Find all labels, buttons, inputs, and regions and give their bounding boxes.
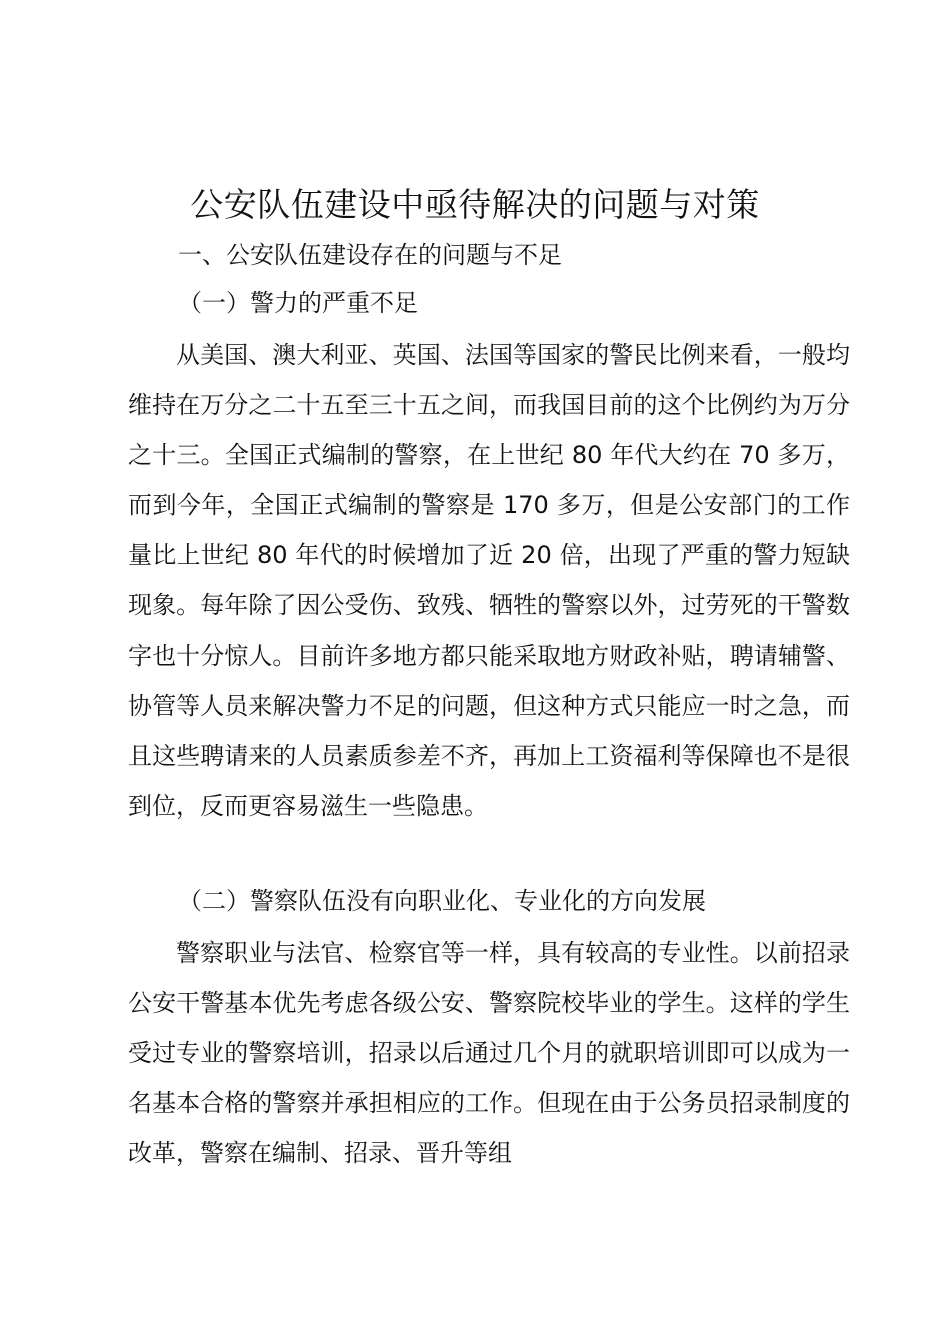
subsection-heading-1: （一）警力的严重不足 — [178, 289, 418, 317]
paragraph-1: 从美国、澳大利亚、英国、法国等国家的警民比例来看，一般均维持在万分之二十五至三十五之间，而我国目前的这个比例约为万分之十三。全国正式编制的警察，在上世纪 80 年代大约在 70 多万，而到今年，全国正式编制的警察是 170 多万，但是公安部门的工作量比上世纪 80 年代的时候增加了近 20 倍，出现了严重的警力短缺现象。每年除了因公受伤、致残、牺牲的警察以外，过劳死的干警数字也十分惊人。目前许多地方都只能采取地方财政补贴，聘请辅警、协管等人员来解决警力不足的问题，但这种方式只能应一时之急，而且这些聘请来的人员素质参差不齐，再加上工资福利等保障也不是很到位，反而更容易滋生一些隐患。 — [128, 341, 850, 820]
section-heading: 一、公安队伍建设存在的问题与不足 — [178, 241, 562, 269]
subsection-heading-2: （二）警察队伍没有向职业化、专业化的方向发展 — [178, 887, 706, 915]
document-title: 公安队伍建设中亟待解决的问题与对策 — [190, 185, 760, 224]
paragraph-2: 警察职业与法官、检察官等一样，具有较高的专业性。以前招录公安干警基本优先考虑各级公安、警察院校毕业的学生。这样的学生受过专业的警察培训，招录以后通过几个月的就职培训即可以成为一名基本合格的警察并承担相应的工作。但现在由于公务员招录制度的改革，警察在编制、招录、晋升等组 — [128, 939, 850, 1168]
